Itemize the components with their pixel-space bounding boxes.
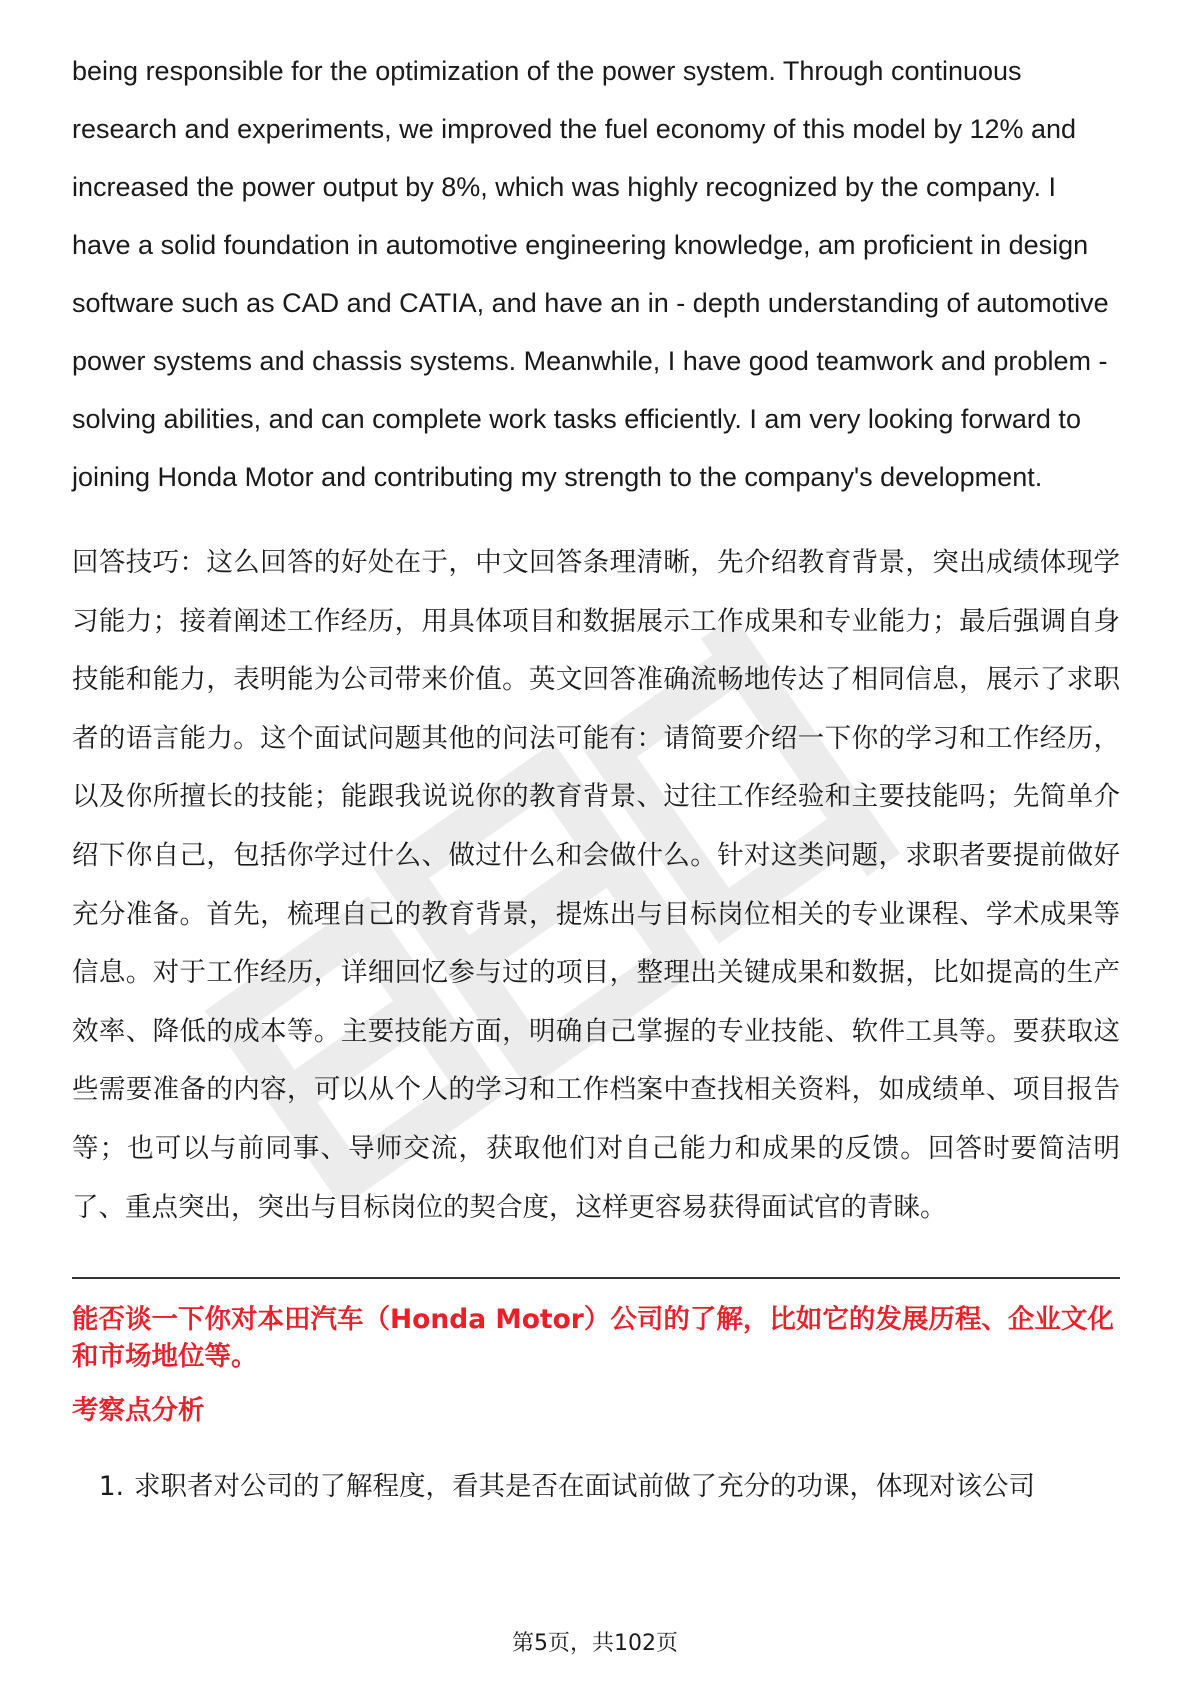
list-item-number: 1. [98,1471,124,1503]
page-number-footer: 第5页，共102页 [512,1631,678,1656]
section-divider [72,1277,1120,1279]
english-answer-paragraph: being responsible for the optimization of the power system. Through continuous research and experiments, we improved the fuel economy of this model by 12% and increased the power output by 8%, which was highly recognized by the company. I have a solid foundation in automotive engineering knowledge, am proficient in design software such as CAD and CATIA, and have an in - depth understanding of automotive power systems and chassis systems. Meanwhile, I have good teamwork and problem - solving abilities, and can complete work tasks efficiently. I am very looking forward to joining Honda Motor and contributing my strength to the company's development. [72,56,1109,492]
interview-question-heading: 能否谈一下你对本田汽车（Honda Motor）公司的了解，比如它的发展历程、企业文化和市场地位等。 [72,1304,1114,1373]
list-item [72,1469,1120,1505]
list-item-text: 求职者对公司的了解程度，看其是否在面试前做了充分的功课，体现对该公司 [134,1471,1035,1503]
content-area [72,42,1120,1505]
answer-tips-paragraph: 回答技巧：这么回答的好处在于，中文回答条理清晰，先介绍教育背景，突出成绩体现学习能力；接着阐述工作经历，用具体项目和数据展示工作成果和专业能力；最后强调自身技能和能力，表明能为公司带来价值。英文回答准确流畅地传达了相同信息，展示了求职者的语言能力。这个面试问题其他的问法可能有：请简要介绍一下你的学习和工作经历，以及你所擅长的技能；能跟我说说你的教育背景、过往工作经验和主要技能吗；先简单介绍下你自己，包括你学过什么、做过什么和会做什么。针对这类问题，求职者要提前做好充分准备。首先，梳理自己的教育背景，提炼出与目标岗位相关的专业课程、学术成果等信息。对于工作经历，详细回忆参与过的项目，整理出关键成果和数据，比如提高的生产效率、降低的成本等。主要技能方面，明确自己掌握的专业技能、软件工具等。要获取这些需要准备的内容，可以从个人的学习和工作档案中查找相关资料，如成绩单、项目报告等；也可以与前同事、导师交流，获取他们对自己能力和成果的反馈。回答时要简洁明了、重点突出，突出与目标岗位的契合度，这样更容易获得面试官的青睐。 [72,547,1120,1223]
analysis-list [72,1469,1120,1505]
analysis-section-title: 考察点分析 [72,1395,205,1427]
